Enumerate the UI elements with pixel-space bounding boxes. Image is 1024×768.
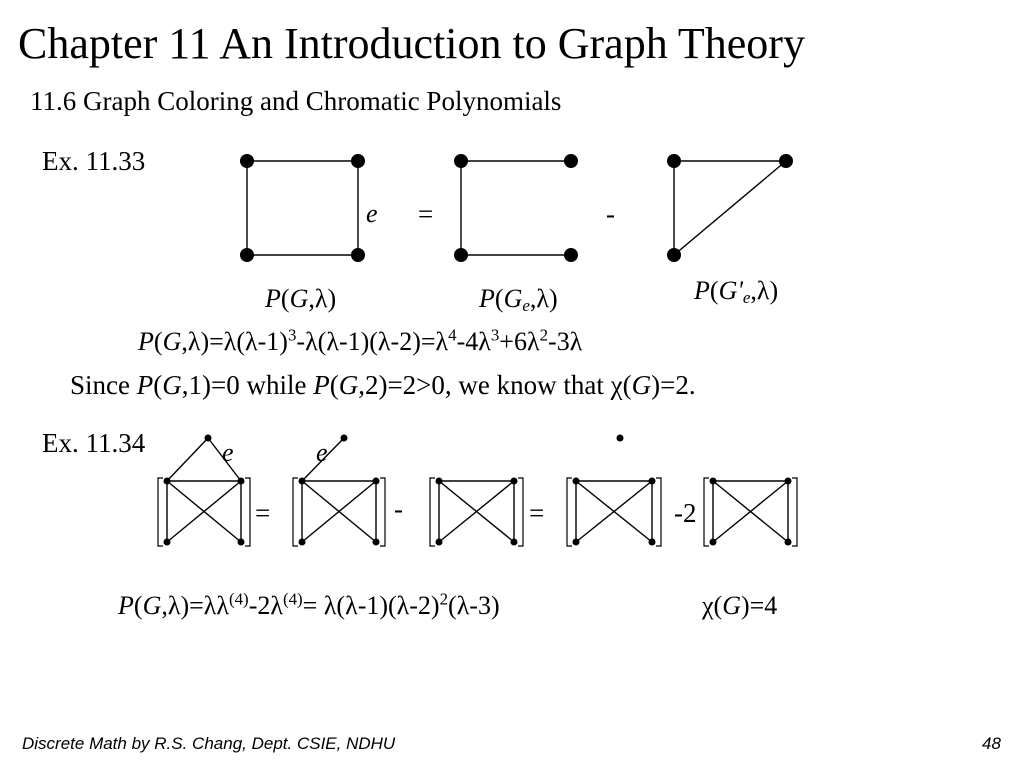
- equals-sign: =: [418, 199, 434, 229]
- vertex: [573, 478, 580, 485]
- caption-p-g-e: $P(G_e,\lambda)$: [479, 284, 558, 316]
- vertex: [667, 248, 681, 262]
- vertex: [667, 154, 681, 168]
- graph-34-2: [302, 438, 376, 542]
- example-11-33-label: Ex. 11.33: [42, 146, 146, 176]
- slide-title: Chapter 11 An Introduction to Graph Theory: [18, 19, 805, 68]
- edge-label-e-1: e: [222, 438, 234, 467]
- minus-sign: -: [606, 199, 615, 229]
- vertex: [238, 478, 245, 485]
- equals-sign-2: =: [529, 498, 545, 528]
- vertex: [779, 154, 793, 168]
- vertex: [436, 539, 443, 546]
- graph-g-minus-e: [461, 161, 571, 255]
- example-11-34-label: Ex. 11.34: [42, 428, 146, 458]
- coefficient-minus-2: -2: [674, 498, 697, 528]
- vertex: [240, 154, 254, 168]
- vertex: [573, 539, 580, 546]
- minus-sign: -: [394, 494, 403, 524]
- page-number: 48: [982, 734, 1001, 753]
- vertex: [240, 248, 254, 262]
- vertex: [564, 248, 578, 262]
- edge-label-e: e: [366, 199, 378, 228]
- vertex: [205, 435, 212, 442]
- vertex: [351, 248, 365, 262]
- vertex: [164, 478, 171, 485]
- chromatic-number: χ(G)=4: [702, 591, 778, 620]
- edge-e: [167, 438, 208, 481]
- vertex: [710, 539, 717, 546]
- vertex: [373, 478, 380, 485]
- vertex: [238, 539, 245, 546]
- graph-g-square: [247, 161, 358, 255]
- vertex: [710, 478, 717, 485]
- vertex: [511, 539, 518, 546]
- graph-34-5: [713, 481, 788, 542]
- vertex: [454, 248, 468, 262]
- formula-11-33: $P(G,\lambda)=\lambda(\lambda-1)^3-\lambda(\lambda-1)(\lambda-2)=\lambda^4-4\lambda^3+6\lambda^2-3\lambda$: [138, 325, 583, 356]
- equals-sign-1: =: [255, 498, 271, 528]
- vertex: [341, 435, 348, 442]
- vertex: [351, 154, 365, 168]
- caption-p-g-prime-e: $P(G'_e,\lambda)$: [694, 276, 779, 308]
- vertex: [436, 478, 443, 485]
- graph-34-4: [576, 481, 652, 542]
- vertex: [649, 539, 656, 546]
- edge: [674, 161, 786, 255]
- formula-11-34: $P(G,\lambda)=\lambda\lambda^{(4)}-2\lambda^{(4)}= \lambda(\lambda-1)(\lambda-2)^2(\lambda-3)$: [118, 589, 500, 620]
- since-statement: Since P(G,1)=0 while P(G,2)=2>0, we know that χ(G)=2.: [70, 370, 696, 400]
- slide-subtitle: 11.6 Graph Coloring and Chromatic Polynomials: [30, 86, 562, 116]
- vertex: [299, 478, 306, 485]
- vertex: [454, 154, 468, 168]
- vertex: [299, 539, 306, 546]
- vertex: [617, 435, 624, 442]
- vertex: [564, 154, 578, 168]
- edge-label-e-2: e: [316, 438, 328, 467]
- vertex: [785, 478, 792, 485]
- graph-g-contract-e: [674, 161, 786, 255]
- vertex: [511, 478, 518, 485]
- footer-credit: Discrete Math by R.S. Chang, Dept. CSIE, NDHU: [22, 734, 396, 753]
- vertex: [373, 539, 380, 546]
- graph-34-3: [439, 481, 514, 542]
- vertex: [649, 478, 656, 485]
- vertex: [785, 539, 792, 546]
- caption-p-g: P(G,λ): [265, 284, 337, 313]
- vertex: [164, 539, 171, 546]
